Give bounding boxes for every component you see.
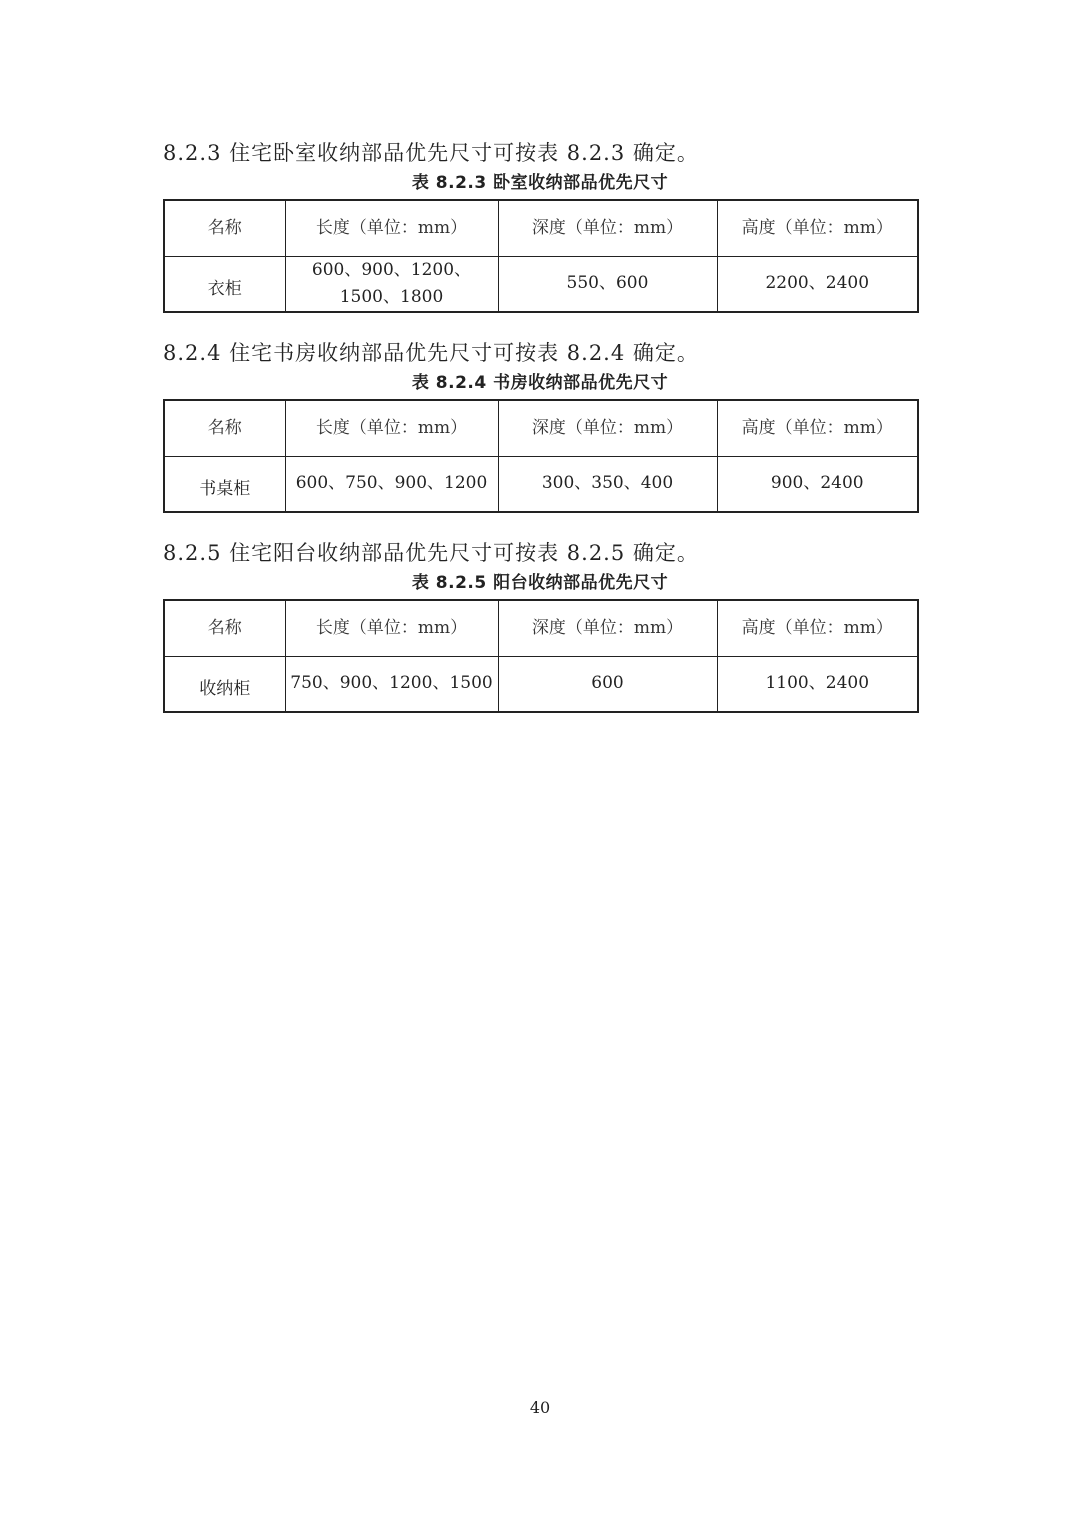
table-row [164, 456, 918, 512]
header-height: 高度（单位：mm） [717, 600, 918, 656]
cell-height: 2200、2400 [717, 256, 918, 312]
table-caption: 表 8.2.4 书房收纳部品优先尺寸 [411, 373, 669, 393]
cell-length-line1: 600、900、1200、 [311, 259, 472, 280]
cell-name: 收纳柜 [164, 656, 285, 712]
section-8-2-4 [163, 339, 917, 513]
header-name: 名称 [164, 200, 285, 256]
header-height: 高度（单位：mm） [717, 200, 918, 256]
cell-height: 1100、2400 [717, 656, 918, 712]
clause-text: 8.2.5 住宅阳台收纳部品优先尺寸可按表 8.2.5 确定。 [163, 541, 699, 565]
header-depth: 深度（单位：mm） [498, 200, 717, 256]
section-8-2-5 [163, 539, 917, 713]
cell-name: 衣柜 [164, 256, 285, 312]
cell-length: 600、750、900、1200 [285, 456, 498, 512]
cell-length [285, 256, 498, 312]
clause-text: 8.2.4 住宅书房收纳部品优先尺寸可按表 8.2.4 确定。 [163, 341, 699, 365]
header-name: 名称 [164, 600, 285, 656]
balcony-storage-table [163, 599, 919, 713]
table-caption: 表 8.2.3 卧室收纳部品优先尺寸 [411, 173, 669, 193]
cell-depth: 600 [498, 656, 717, 712]
cell-depth: 550、600 [498, 256, 717, 312]
header-depth: 深度（单位：mm） [498, 600, 717, 656]
header-height: 高度（单位：mm） [717, 400, 918, 456]
cell-length-line2: 1500、1800 [339, 286, 444, 307]
table-caption: 表 8.2.5 阳台收纳部品优先尺寸 [411, 573, 669, 593]
header-length: 长度（单位：mm） [285, 400, 498, 456]
cell-length: 750、900、1200、1500 [285, 656, 498, 712]
study-storage-table [163, 399, 919, 513]
table-row [164, 256, 918, 312]
cell-name: 书桌柜 [164, 456, 285, 512]
table-header-row [164, 200, 918, 256]
section-8-2-3 [163, 139, 917, 313]
cell-depth: 300、350、400 [498, 456, 717, 512]
header-length: 长度（单位：mm） [285, 600, 498, 656]
cell-height: 900、2400 [717, 456, 918, 512]
table-row [164, 656, 918, 712]
table-header-row [164, 600, 918, 656]
page-number: 40 [529, 1398, 551, 1417]
clause-text: 8.2.3 住宅卧室收纳部品优先尺寸可按表 8.2.3 确定。 [163, 141, 699, 165]
table-header-row [164, 400, 918, 456]
header-name: 名称 [164, 400, 285, 456]
header-length: 长度（单位：mm） [285, 200, 498, 256]
bedroom-storage-table [163, 199, 919, 313]
header-depth: 深度（单位：mm） [498, 400, 717, 456]
